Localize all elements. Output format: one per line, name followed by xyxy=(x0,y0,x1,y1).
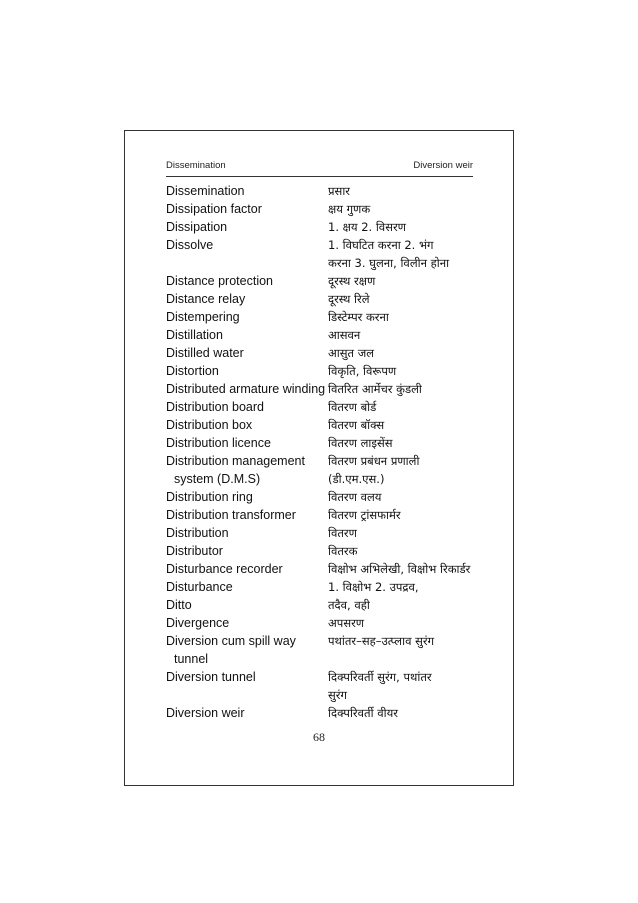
hindi-translation-line: विक्षोभ अभिलेखी, विक्षोभ रिकार्डर xyxy=(328,562,471,576)
hindi-translation-line: वितरण ट्रांसफार्मर xyxy=(328,508,401,522)
hindi-translation xyxy=(328,380,486,398)
hindi-translation xyxy=(328,200,486,218)
hindi-translation xyxy=(328,218,486,236)
hindi-translation-line: अपसरण xyxy=(328,616,365,630)
english-term xyxy=(166,434,328,452)
hindi-translation xyxy=(328,488,486,506)
hindi-translation-line: 1. विघटित करना 2. भंग xyxy=(328,238,434,252)
english-term xyxy=(166,542,328,560)
glossary-entry xyxy=(166,380,486,398)
english-term xyxy=(166,524,328,542)
hindi-translation xyxy=(328,704,486,722)
hindi-translation-line: वितरण बॉक्स xyxy=(328,418,385,432)
english-term xyxy=(166,398,328,416)
english-term-line: Distribution transformer xyxy=(166,508,296,522)
glossary-entry xyxy=(166,452,486,488)
english-term-line: Dissipation factor xyxy=(166,202,262,216)
hindi-translation-line: 1. विक्षोभ 2. उपद्रव, xyxy=(328,580,419,594)
glossary-entry xyxy=(166,182,486,200)
page-number: 68 xyxy=(313,730,325,744)
english-term xyxy=(166,362,328,380)
hindi-translation-line: वितरक xyxy=(328,544,358,558)
hindi-translation xyxy=(328,362,486,380)
glossary-entry xyxy=(166,542,486,560)
hindi-translation xyxy=(328,326,486,344)
english-term-line: tunnel xyxy=(174,652,209,666)
english-term xyxy=(166,452,328,488)
english-term-line: Dissemination xyxy=(166,184,245,198)
glossary-entry xyxy=(166,632,486,668)
english-term xyxy=(166,326,328,344)
english-term-line: Distributed armature winding xyxy=(166,382,326,396)
hindi-translation-line: वितरण बोर्ड xyxy=(328,400,377,414)
english-term-line: Distributor xyxy=(166,544,223,558)
english-term xyxy=(166,614,328,632)
english-term-line: Distribution board xyxy=(166,400,264,414)
hindi-translation-line: आसवन xyxy=(328,328,361,342)
english-term-line: Disturbance xyxy=(166,580,233,594)
english-term-line: Divergence xyxy=(166,616,230,630)
english-term-line: Dissolve xyxy=(166,238,214,252)
english-term xyxy=(166,488,328,506)
hindi-translation-line: (डी.एम.एस.) xyxy=(328,472,385,486)
glossary-entry xyxy=(166,218,486,236)
hindi-translation xyxy=(328,452,486,488)
hindi-translation-line: डिस्टेम्पर करना xyxy=(328,310,389,324)
hindi-translation xyxy=(328,668,486,704)
hindi-translation-line: आसुत जल xyxy=(328,346,375,360)
glossary-entry xyxy=(166,236,486,272)
english-term xyxy=(166,416,328,434)
hindi-translation xyxy=(328,596,486,614)
hindi-translation xyxy=(328,344,486,362)
glossary-entry xyxy=(166,398,486,416)
hindi-translation xyxy=(328,632,486,650)
glossary-entry xyxy=(166,506,486,524)
english-term-line: Distilled water xyxy=(166,346,244,360)
english-term-line: Distance relay xyxy=(166,292,246,306)
english-term-line: Distribution xyxy=(166,526,229,540)
hindi-translation-line: वितरण वलय xyxy=(328,490,382,504)
hindi-translation-line: वितरण xyxy=(328,526,357,540)
glossary-entry xyxy=(166,434,486,452)
english-term-line: Distribution ring xyxy=(166,490,253,504)
glossary-entry xyxy=(166,308,486,326)
hindi-translation xyxy=(328,524,486,542)
header-rule xyxy=(166,176,473,177)
hindi-translation-line: 1. क्षय 2. विसरण xyxy=(328,220,406,234)
english-term xyxy=(166,704,328,722)
hindi-translation xyxy=(328,398,486,416)
english-term-line: system (D.M.S) xyxy=(174,472,261,486)
glossary-entry xyxy=(166,272,486,290)
hindi-translation-line: करना 3. घुलना, विलीन होना xyxy=(328,256,450,270)
english-term-line: Distance protection xyxy=(166,274,274,288)
english-term xyxy=(166,560,328,578)
running-head-left: Dissemination xyxy=(166,160,226,171)
english-term-line: Ditto xyxy=(166,598,192,612)
english-term xyxy=(166,218,328,236)
running-head xyxy=(166,160,473,176)
hindi-translation-line: तदैव, वही xyxy=(328,598,370,612)
glossary-entry xyxy=(166,560,486,578)
glossary-entry xyxy=(166,596,486,614)
english-term-line: Distortion xyxy=(166,364,219,378)
glossary-entry xyxy=(166,362,486,380)
hindi-translation-line: सुरंग xyxy=(328,688,347,702)
hindi-translation xyxy=(328,560,486,578)
hindi-translation xyxy=(328,416,486,434)
english-term xyxy=(166,632,328,668)
hindi-translation-line: दिक्परिवर्ती वीयर xyxy=(328,706,398,720)
glossary-entry xyxy=(166,704,486,722)
glossary-entry xyxy=(166,578,486,596)
glossary-entry xyxy=(166,524,486,542)
hindi-translation-line: दूरस्थ रक्षण xyxy=(328,274,376,288)
hindi-translation-line: दूरस्थ रिले xyxy=(328,292,370,306)
hindi-translation xyxy=(328,290,486,308)
hindi-translation-line: क्षय गुणक xyxy=(328,202,371,216)
glossary-entries xyxy=(166,182,486,722)
english-term-line: Distribution management xyxy=(166,454,305,468)
english-term xyxy=(166,236,328,254)
glossary-entry xyxy=(166,668,486,704)
hindi-translation xyxy=(328,542,486,560)
english-term xyxy=(166,596,328,614)
running-head-right: Diversion weir xyxy=(413,160,473,171)
english-term xyxy=(166,308,328,326)
hindi-translation-line: दिक्परिवर्ती सुरंग, पथांतर xyxy=(328,670,432,684)
hindi-translation xyxy=(328,614,486,632)
glossary-entry xyxy=(166,488,486,506)
hindi-translation-line: वितरित आर्मेचर कुंडली xyxy=(328,382,422,396)
english-term-line: Distribution box xyxy=(166,418,253,432)
english-term xyxy=(166,290,328,308)
english-term-line: Distribution licence xyxy=(166,436,271,450)
glossary-entry xyxy=(166,344,486,362)
hindi-translation xyxy=(328,434,486,452)
english-term xyxy=(166,200,328,218)
glossary-entry xyxy=(166,614,486,632)
english-term xyxy=(166,668,328,686)
hindi-translation-line: वितरण लाइसेंस xyxy=(328,436,393,450)
english-term-line: Dissipation xyxy=(166,220,228,234)
english-term xyxy=(166,344,328,362)
english-term-line: Diversion weir xyxy=(166,706,245,720)
english-term-line: Diversion cum spill way xyxy=(166,634,296,648)
hindi-translation-line: वितरण प्रबंधन प्रणाली xyxy=(328,454,420,468)
english-term-line: Diversion tunnel xyxy=(166,670,256,684)
english-term-line: Distillation xyxy=(166,328,223,342)
hindi-translation xyxy=(328,578,486,596)
english-term-line: Disturbance recorder xyxy=(166,562,283,576)
hindi-translation-line: प्रसार xyxy=(328,184,350,198)
english-term xyxy=(166,182,328,200)
hindi-translation-line: पथांतर–सह–उत्प्लाव सुरंग xyxy=(328,634,435,648)
hindi-translation-line: विकृति, विरूपण xyxy=(328,364,397,378)
glossary-entry xyxy=(166,326,486,344)
glossary-entry xyxy=(166,200,486,218)
english-term xyxy=(166,380,328,398)
english-term-line: Distempering xyxy=(166,310,240,324)
glossary-entry xyxy=(166,290,486,308)
hindi-translation xyxy=(328,236,486,272)
english-term xyxy=(166,578,328,596)
hindi-translation xyxy=(328,182,486,200)
hindi-translation xyxy=(328,506,486,524)
english-term xyxy=(166,506,328,524)
glossary-entry xyxy=(166,416,486,434)
hindi-translation xyxy=(328,308,486,326)
hindi-translation xyxy=(328,272,486,290)
english-term xyxy=(166,272,328,290)
